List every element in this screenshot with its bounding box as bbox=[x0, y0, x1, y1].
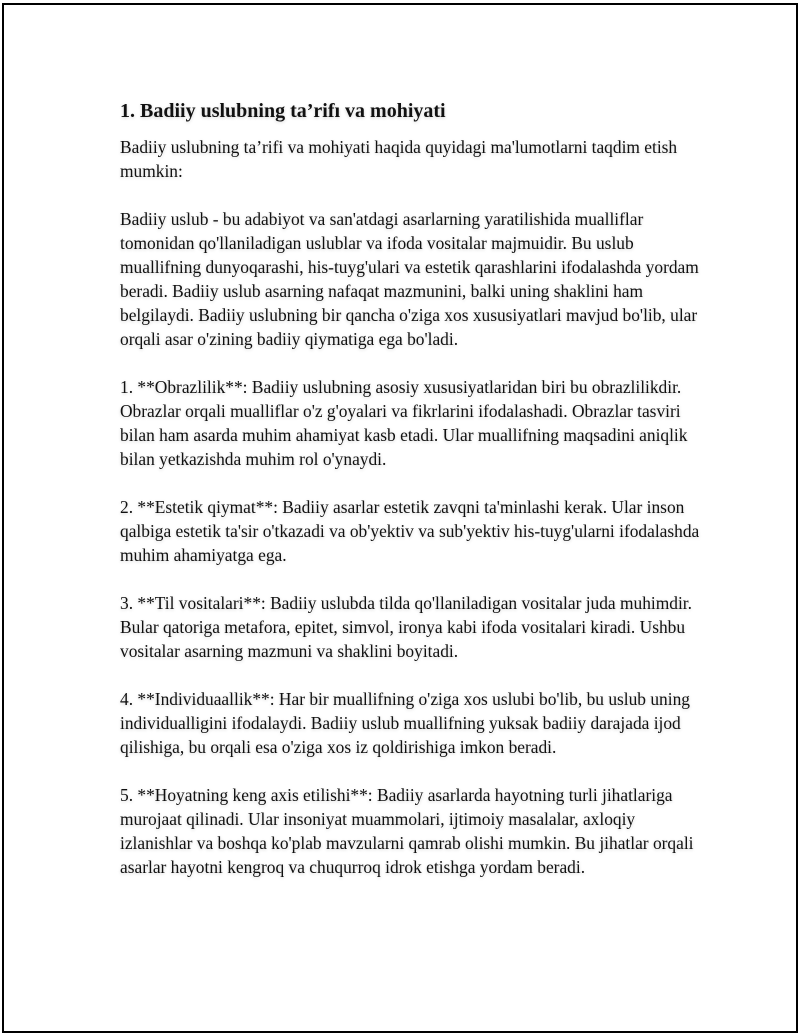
intro-paragraph: Badiiy uslubning ta’rifi va mohiyati haqida quyidagi ma'lumotlarni taqdim etish mumkin: bbox=[120, 137, 678, 181]
point-hayot-paragraph: 5. **Hoyatning keng axis etilishi**: Badiiy asarlarda hayotning turli jihatlariga murojaat qilinadi. Ular insoniyat muammolari, ijtimoiy masalalar, axloqiy izlanishlar va boshqa ko'plab mavzularni qamrab olishi mumkin. Bu jihatlar orqali asarlar hayotni kengroq va chuqurroq idrok etishga yordam beradi. bbox=[120, 785, 694, 877]
page-frame bbox=[2, 3, 798, 1033]
section-heading: 1. Badiiy uslubning ta’rifı va mohiyati bbox=[120, 100, 446, 122]
point-individuaallik-paragraph: 4. **Individuaallik**: Har bir muallifning o'ziga xos uslubi bo'lib, bu uslub uning individualligini ifodalaydi. Badiiy uslub muallifning yuksak badiiy darajada ijod qilishiga, bu orqali esa o'ziga xos iz qoldirishiga imkon beradi. bbox=[120, 689, 690, 757]
definition-paragraph: Badiiy uslub - bu adabiyot va san'atdagi asarlarning yaratilishida mualliflar tomonidan qo'llaniladigan uslublar va ifoda vositalar majmuidir. Bu uslub muallifning dunyoqarashi, his-tuyg'ulari va estetik qarashlarini ifodalashda yordam beradi. Badiiy uslub asarning nafaqat mazmunini, balki uning shaklini ham belgilaydi. Badiiy uslubning bir qancha o'ziga xos xususiyatlari mavjud bo'lib, ular orqali asar o'zining badiiy qiymatiga ega bo'ladi. bbox=[120, 209, 699, 349]
point-obrazlilik-paragraph: 1. **Obrazlilik**: Badiiy uslubning asosiy xususiyatlaridan biri bu obrazlilikdir. Obrazlar orqali mualliflar o'z g'oyalari va fikrlarini ifodalashadi. Obrazlar tasviri bilan ham asarda muhim ahamiyat kasb etadi. Ular muallifning maqsadini aniqlik bilan yetkazishda muhim rol o'ynaydi. bbox=[120, 377, 688, 469]
document-content bbox=[120, 97, 700, 903]
point-estetik-qiymat-paragraph: 2. **Estetik qiymat**: Badiiy asarlar estetik zavqni ta'minlashi kerak. Ular inson qalbiga estetik ta'sir o'tkazadi va ob'yektiv va sub'yektiv his-tuyg'ularni ifodalashda muhim ahamiyatga ega. bbox=[120, 497, 700, 565]
point-til-vositalari-paragraph: 3. **Til vositalari**: Badiiy uslubda tilda qo'llaniladigan vositalar juda muhimdir. Bular qatoriga metafora, epitet, simvol, ironya kabi ifoda vositalari kiradi. Ushbu vositalar asarning mazmuni va shaklini boyitadi. bbox=[120, 593, 692, 661]
